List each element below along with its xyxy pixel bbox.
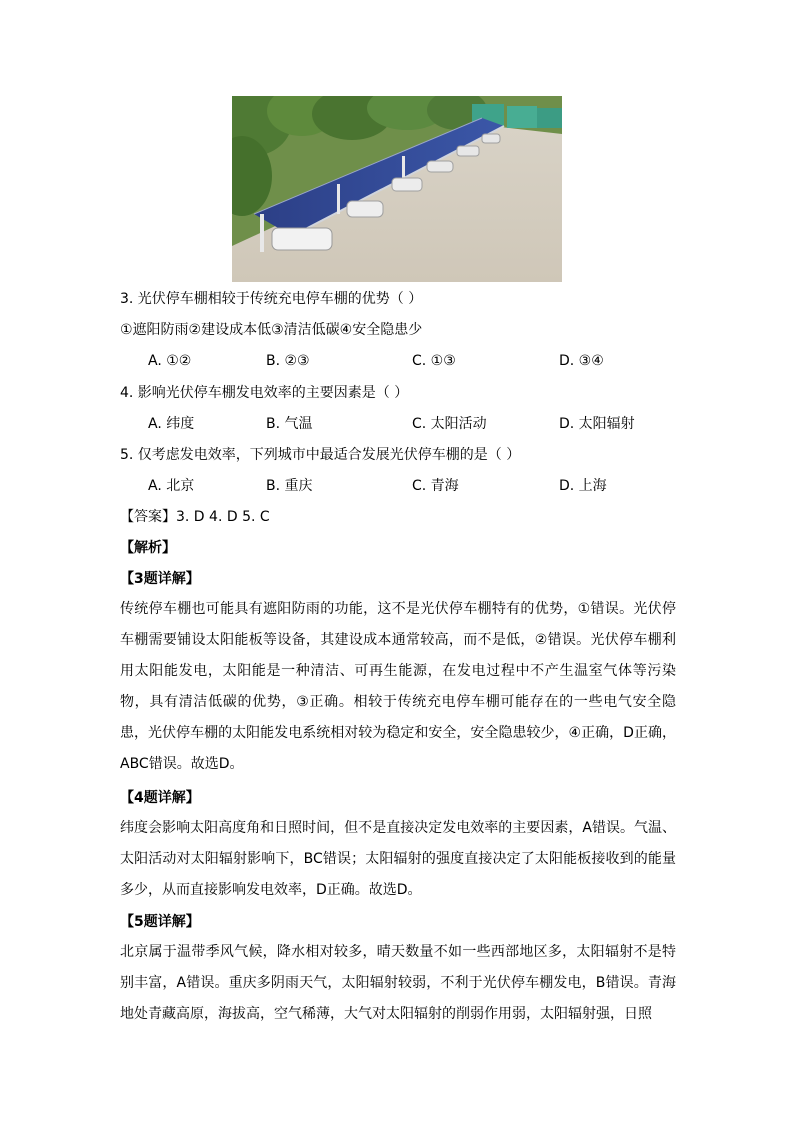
q3-stem: 3. 光伏停车棚相较于传统充电停车棚的优势（ ） (120, 291, 423, 307)
q5-option-a: A. 北京 (148, 478, 195, 494)
q3-option-b: B. ②③ (266, 353, 310, 369)
q3-options (148, 352, 668, 370)
solar-carport-image (232, 96, 562, 282)
q3-statements: ①遮阳防雨②建设成本低③清洁低碳④安全隐患少 (120, 322, 423, 338)
q3-explanation: 传统停车棚也可能具有遮阳防雨的功能，这不是光伏停车棚特有的优势，①错误。光伏停车棚需要铺设太阳能板等设备，其建设成本通常较高，而不是低，②错误。光伏停车棚利用太阳能发电，太阳能是一种清洁、可再生能源，在发电过程中不产生温室气体等污染物，具有清洁低碳的优势，③正确。相较于传统充电停车棚可能存在的一些电气安全隐患，光伏停车棚的太阳能发电系统相对较为稳定和安全，安全隐患较少，④正确，D正确，ABC错误。故选D。 (120, 601, 676, 772)
analysis-heading: 【解析】 (120, 540, 176, 556)
q5-explanation-heading: 【5题详解】 (120, 914, 200, 930)
q5-option-c: C. 青海 (412, 478, 459, 494)
q3-option-c: C. ①③ (412, 353, 456, 369)
q5-options (148, 477, 668, 495)
q4-explanation-heading: 【4题详解】 (120, 790, 200, 806)
q5-option-b: B. 重庆 (266, 478, 313, 494)
q4-option-c: C. 太阳活动 (412, 416, 487, 432)
q4-stem: 4. 影响光伏停车棚发电效率的主要因素是（ ） (120, 385, 409, 401)
q3-option-d: D. ③④ (559, 353, 604, 369)
q4-options (148, 415, 668, 433)
q3-explanation-heading: 【3题详解】 (120, 571, 200, 587)
q5-explanation: 北京属于温带季风气候，降水相对较多，晴天数量不如一些西部地区多，太阳辐射不是特别丰富，A错误。重庆多阴雨天气，太阳辐射较弱，不利于光伏停车棚发电，B错误。青海地处青藏高原，海拔高，空气稀薄，大气对太阳辐射的削弱作用弱，太阳辐射强，日照 (120, 944, 676, 1022)
q4-option-a: A. 纬度 (148, 416, 195, 432)
q5-stem: 5. 仅考虑发电效率，下列城市中最适合发展光伏停车棚的是（ ） (120, 447, 521, 463)
q5-option-d: D. 上海 (559, 478, 607, 494)
answer-line: 【答案】3. D 4. D 5. C (120, 509, 270, 525)
q4-option-d: D. 太阳辐射 (559, 416, 635, 432)
q4-explanation: 纬度会影响太阳高度角和日照时间，但不是直接决定发电效率的主要因素，A错误。气温、太阳活动对太阳辐射影响下，BC错误；太阳辐射的强度直接决定了太阳能板接收到的能量多少，从而直接影响发电效率，D正确。故选D。 (120, 820, 676, 898)
q3-option-a: A. ①② (148, 353, 192, 369)
q4-option-b: B. 气温 (266, 416, 313, 432)
